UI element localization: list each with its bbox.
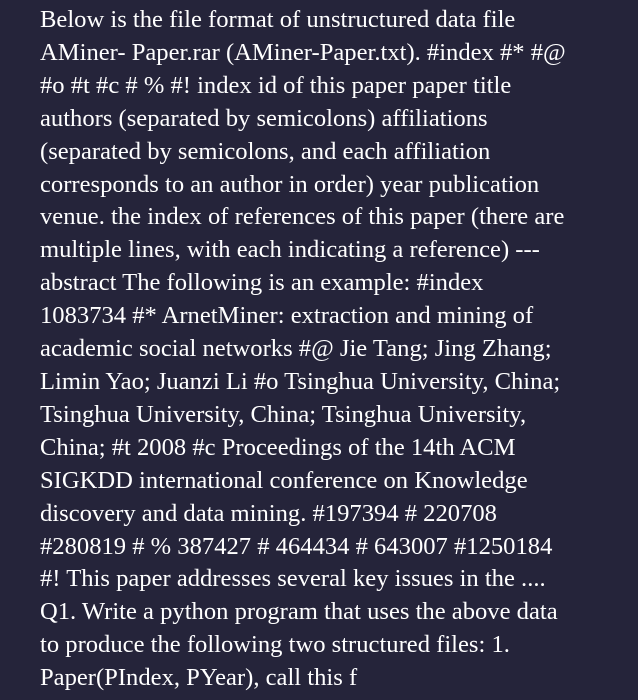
text-line: #o #t #c # % #! index id of this paper paper title [40, 71, 512, 99]
text-line: Below is the file format of unstructured data file [40, 6, 516, 33]
text-line: authors (separated by semicolons) affiliations [40, 104, 488, 132]
text-line: Paper(PIndex, PYear), call this f [40, 664, 358, 692]
text-line: 1083734 #* ArnetMiner: extraction and mining of [40, 302, 534, 330]
text-line: Tsinghua University, China; Tsinghua University, [40, 400, 527, 428]
text-line: SIGKDD international conference on Knowledge [40, 466, 528, 494]
text-line: academic social networks #@ Jie Tang; Jing Zhang; [40, 335, 552, 363]
text-line: China; #t 2008 #c Proceedings of the 14th ACM [40, 433, 516, 461]
text-line: #280819 # % 387427 # 464434 # 643007 #1250184 [40, 532, 553, 560]
text-line: Limin Yao; Juanzi Li #o Tsinghua University, China; [40, 367, 561, 395]
text-line: Q1. Write a python program that uses the above data [40, 598, 558, 626]
text-line: to produce the following two structured files: 1. [40, 631, 510, 659]
text-line: multiple lines, with each indicating a reference) --- [40, 236, 540, 264]
question-text [40, 4, 630, 695]
text-line: (separated by semicolons, and each affiliation [40, 137, 491, 165]
text-line: AMiner- Paper.rar (AMiner-Paper.txt). #index #* #@ [40, 38, 566, 66]
text-line: abstract The following is an example: #index [40, 269, 484, 297]
text-line: venue. the index of references of this paper (there are [40, 203, 565, 231]
text-line: discovery and data mining. #197394 # 220708 [40, 499, 497, 527]
text-line: corresponds to an author in order) year publication [40, 170, 540, 198]
text-line: #! This paper addresses several key issues in the .... [40, 565, 546, 593]
